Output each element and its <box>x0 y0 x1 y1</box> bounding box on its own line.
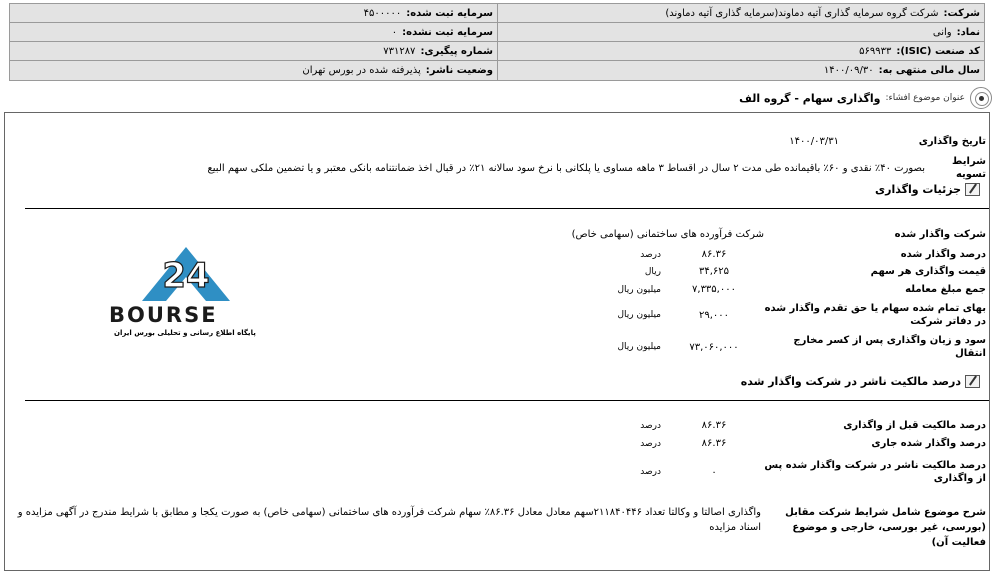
detail-label: جمع مبلغ معامله <box>905 284 986 295</box>
logo-subtitle: پایگاه اطلاع رسانی و تحلیلی بورس ایران <box>114 329 256 337</box>
issuer-status-label: وضعیت ناشر: <box>425 65 493 76</box>
detail-value: شرکت فرآورده های ساختمانی (سهامی خاص) <box>571 229 764 240</box>
header-row-2 <box>10 23 984 42</box>
ownership-label: درصد مالکیت ناشر در شرکت واگذار شده پس از واگذاری <box>764 460 986 484</box>
header-row-1 <box>10 4 984 23</box>
header-row-3 <box>10 42 984 61</box>
ownership-section-title: درصد مالکیت ناشر در شرکت واگذار شده <box>740 375 961 388</box>
ownership-row <box>9 437 989 450</box>
unregistered-capital-cell <box>10 23 497 41</box>
issuer-status-value: پذیرفته شده در بورس تهران <box>302 65 421 76</box>
registered-capital-value: ۴۵۰۰۰۰۰ <box>363 7 402 19</box>
detail-label: بهای تمام شده سهام یا حق تقدم واگذار شده در دفاتر شرکت <box>764 303 986 327</box>
symbol-label: نماد: <box>956 26 980 38</box>
tracking-label: شماره پیگیری: <box>420 45 493 57</box>
issuer-status-cell <box>10 61 497 80</box>
details-section-header <box>875 183 980 196</box>
company-value: شرکت گروه سرمایه گذاری آتیه دماوند(سرمایه گذاری آتیه دماوند) <box>665 7 939 19</box>
ownership-row <box>9 419 989 432</box>
ownership-value: ۰ <box>711 466 717 478</box>
detail-value: ۳۴,۶۲۵ <box>698 266 730 277</box>
ownership-unit: درصد <box>640 467 661 477</box>
fiscal-year-cell <box>497 61 984 80</box>
ownership-label: درصد واگذار شده جاری <box>871 438 986 449</box>
header-row-4 <box>10 61 984 80</box>
description-label: شرح موضوع شامل شرایط شرکت مقابل (بورسی، غیر بورسی، خارجی و موضوع فعالیت آن) <box>785 507 986 548</box>
detail-unit: میلیون ریال <box>617 342 661 352</box>
transfer-date-row <box>9 135 989 148</box>
logo-mark-icon <box>102 243 270 305</box>
tracking-value: ۷۳۱۲۸۷ <box>383 45 416 57</box>
disclosure-subject <box>739 87 992 109</box>
detail-value: ۷,۳۳۵,۰۰۰ <box>692 284 736 295</box>
detail-label: سود و زیان واگذاری پس از کسر مخارج انتقال <box>793 335 986 359</box>
settlement-terms-value: بصورت ۴۰٪ نقدی و ۶۰٪ باقیمانده طی مدت ۲ سال در اقساط ۳ ماهه مساوی یا پلکانی با نرخ سود سالانه ۲۱٪ در قبال اخذ ضمانتنامه بانکی معتبر و یا تضمین ملکی سهم البیع <box>207 162 925 174</box>
details-section-title: جزئیات واگذاری <box>875 183 961 196</box>
bourse24-logo <box>102 243 270 343</box>
detail-value: ۲۹,۰۰۰ <box>698 309 730 321</box>
description-row <box>9 505 989 550</box>
subject-label: عنوان موضوع افشاء: <box>885 93 965 103</box>
symbol-value: وانی <box>932 26 952 38</box>
subject-value: واگذاری سهام - گروه الف <box>739 91 881 105</box>
edit-pen-icon <box>965 375 980 388</box>
detail-unit: درصد <box>640 249 661 260</box>
section-divider <box>25 208 989 209</box>
detail-label: قیمت واگذاری هر سهم <box>870 266 986 277</box>
detail-row <box>9 228 989 241</box>
detail-unit: میلیون ریال <box>617 310 661 320</box>
fiscal-year-value: ۱۴۰۰/۰۹/۳۰ <box>823 65 874 76</box>
detail-label: شرکت واگذار شده <box>894 229 986 240</box>
ownership-unit: درصد <box>640 420 661 431</box>
ownership-unit: درصد <box>640 438 661 449</box>
logo-word: BOURSE <box>109 303 218 327</box>
isic-cell <box>497 42 984 60</box>
company-label: شرکت: <box>943 7 980 19</box>
detail-value: ۸۶.۳۶ <box>701 249 727 260</box>
detail-unit: ریال <box>644 266 661 277</box>
detail-label: درصد واگذار شده <box>900 249 986 260</box>
unregistered-capital-label: سرمایه ثبت نشده: <box>402 26 493 38</box>
detail-value: ۷۳,۰۶۰,۰۰۰ <box>689 341 739 353</box>
settlement-terms-row <box>9 155 989 181</box>
transfer-date-label: تاریخ واگذاری <box>918 136 986 147</box>
isic-value: ۵۶۹۹۳۳ <box>859 45 892 57</box>
ownership-label: درصد مالکیت قبل از واگذاری <box>843 420 986 431</box>
transfer-date-value: ۱۴۰۰/۰۳/۳۱ <box>789 136 839 147</box>
fiscal-year-label: سال مالی منتهی به: <box>878 65 980 76</box>
section-divider <box>25 400 989 401</box>
registered-capital-cell <box>10 4 497 22</box>
settlement-terms-label: شرایط تسویه <box>952 156 986 180</box>
company-info-table <box>9 3 985 81</box>
registered-capital-label: سرمایه ثبت شده: <box>406 7 493 19</box>
ownership-row <box>9 459 989 485</box>
isic-label: کد صنعت (ISIC): <box>896 45 980 57</box>
disclosure-panel <box>4 112 990 571</box>
ownership-value: ۸۶.۳۶ <box>701 438 727 449</box>
detail-unit: میلیون ریال <box>617 284 661 295</box>
target-icon <box>970 87 992 109</box>
ownership-section-header <box>741 375 980 388</box>
tracking-cell <box>10 42 497 60</box>
company-cell <box>497 4 984 22</box>
unregistered-capital-value: ۰ <box>391 26 398 38</box>
ownership-value: ۸۶.۳۶ <box>701 420 727 431</box>
edit-pen-icon <box>965 183 980 196</box>
description-value: واگذاری اصالتا و وکالتا تعداد ۲۱۱۸۴۰۴۴۶سهم معادل معادل ۸۶.۳۶٪ سهام شرکت فرآورده های ساختمانی (سهامی خاص) به صورت یکجا و مطابق با شرایط مندرج در آگهی مزایده و اسناد مزایده <box>17 507 761 533</box>
logo-number: 24 <box>162 256 210 296</box>
symbol-cell <box>497 23 984 41</box>
